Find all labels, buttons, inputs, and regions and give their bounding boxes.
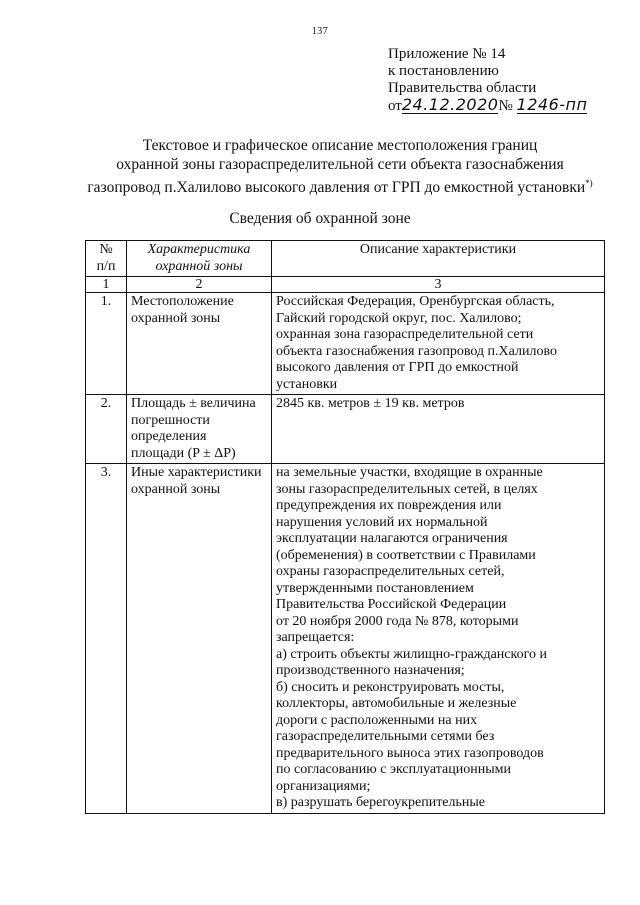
table-row [86,464,605,814]
page-number: 137 [311,26,329,37]
appendix-line: к постановлению [388,63,499,79]
index-cell: 1 [86,277,127,293]
row-characteristic: Площадь ± величина погрешности определения площади (P ± ΔP) [127,395,272,464]
table-header-row [86,241,605,277]
index-cell: 2 [127,277,272,293]
header-description: Описание характеристики [272,241,605,277]
from-label: от [388,98,402,114]
row-num: 3. [86,464,127,814]
title-line-text: газопровод п.Халилово высокого давления от ГРП до емкостной установки [87,179,586,197]
table-row [86,293,605,395]
title-line [80,174,600,197]
header-num: № п/п [86,241,127,277]
row-characteristic: Местоположение охранной зоны [127,293,272,395]
table-index-row [86,277,605,293]
handwritten-number: 1246-пп [516,95,588,114]
table-row [86,395,605,464]
zone-info-table [85,240,605,814]
row-description: Российская Федерация, Оренбургская область, Гайский городской округ, пос. Халилово; охранная зона газораспределительной сети объекта газоснабжения газопровод п.Халилово высокого давления от ГРП до емкостной установки [272,293,605,395]
handwritten-date: 24.12.2020 [401,95,499,114]
header-characteristic: Характеристика охранной зоны [127,241,272,277]
title-line: Текстовое и графическое описание местоположения границ [142,137,538,154]
document-title [80,136,600,197]
number-label: № [498,98,513,114]
row-num: 1. [86,293,127,395]
index-cell: 3 [272,277,605,293]
row-num: 2. [86,395,127,464]
appendix-line: Приложение № 14 [388,46,506,62]
appendix-line: Правительства области [388,80,537,96]
row-description: на земельные участки, входящие в охранные зоны газораспределительных сетей, в целях предупреждения их повреждения или нарушения условий их нормальной эксплуатации налагаются ограничения (обременения) в соответствии с Правилами охраны газораспределительных сетей, утвержденными постановлением Правительства Российской Федерации от 20 ноября 2000 года № 878, которыми запрещается: а) строить объекты жилищно-гражданского и производственного назначения; б) сносить и реконструировать мосты, коллекторы, автомобильные и железные дороги с расположенными на них газораспределительными сетями без предварительного выноса этих газопроводов по согласованию с эксплуатационными организациями; в) разрушать берегоукрепительные [272,464,605,814]
title-line: охранной зоны газораспределительной сети объекта газоснабжения [116,156,564,173]
section-subtitle: Сведения об охранной зоне [229,210,411,227]
appendix-block [388,46,587,115]
appendix-date-number-line [388,97,587,115]
row-description: 2845 кв. метров ± 19 кв. метров [272,395,605,464]
row-characteristic: Иные характеристики охранной зоны [127,464,272,814]
footnote-mark: *) [585,178,593,188]
